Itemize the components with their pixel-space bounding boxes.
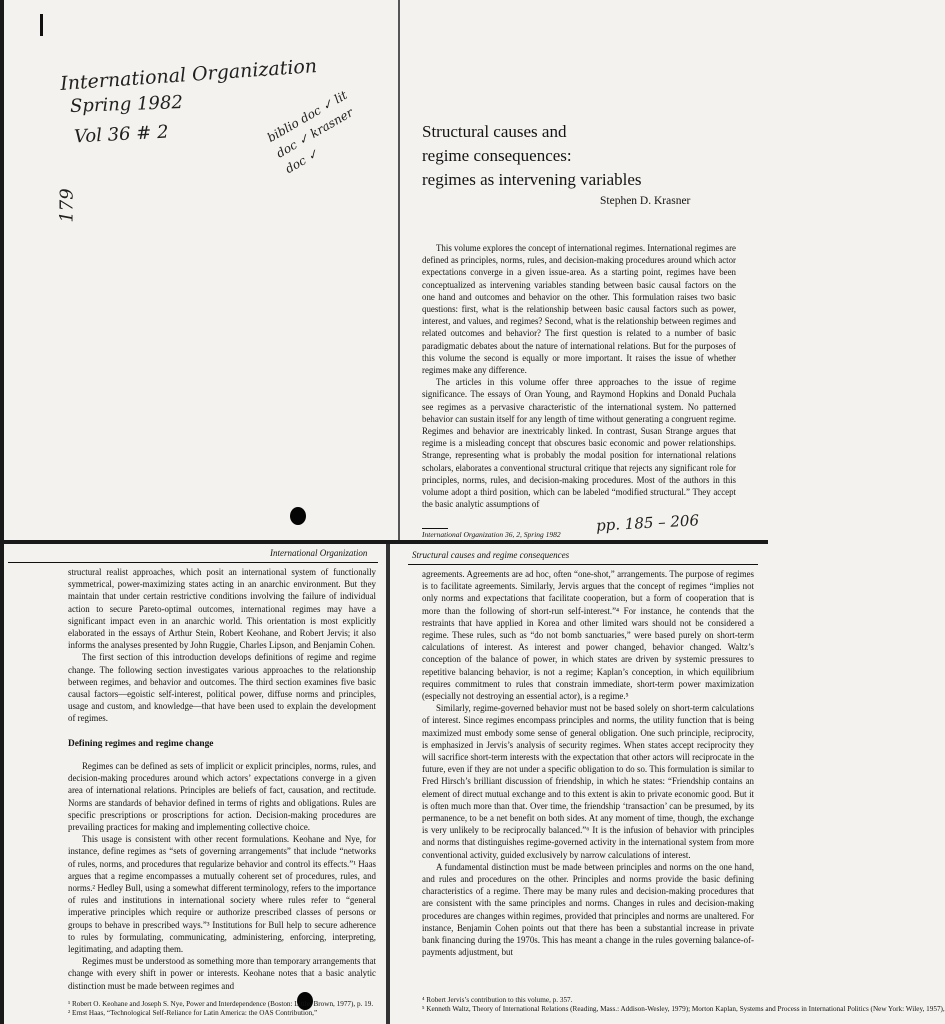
footer-rule <box>422 528 448 529</box>
corner-mark <box>40 14 43 36</box>
title-line: Structural causes and <box>422 122 567 141</box>
footnote: ⁵ Kenneth Waltz, Theory of International Relations (Reading, Mass.: Addison-Wesley, 1979); Morton Kaplan, Systems and Process in International Politics (New York: Wiley, 1957), <box>422 1005 945 1013</box>
scan-border-left <box>0 0 4 1024</box>
left-header-rule <box>8 562 378 563</box>
page-fold-line <box>398 0 400 540</box>
page-gutter-lower <box>386 544 390 1024</box>
section-heading: Defining regimes and regime change <box>68 739 214 749</box>
journal-footer: International Organization 36, 2, Spring 1982 <box>422 530 561 539</box>
author-name: Stephen D. Krasner <box>600 195 691 207</box>
title-line: regimes as intervening variables <box>422 170 642 189</box>
right-footnotes <box>422 996 945 1014</box>
handwritten-volume: Vol 36 # 2 <box>73 121 170 148</box>
punch-hole-left <box>290 507 306 525</box>
right-running-header: Structural causes and regime consequences <box>412 550 570 560</box>
footnote: ¹ Robert O. Keohane and Joseph S. Nye, Power and Interdependence (Boston: Little, Brown, 1977), p. 19. <box>68 1000 374 1008</box>
footnote: ² Ernst Haas, “Technological Self-Reliance for Latin America: the OAS Contribution,” <box>68 1009 318 1017</box>
intro-body <box>422 242 736 512</box>
right-header-rule <box>408 564 758 565</box>
paragraph: Similarly, regime-governed behavior must not be based solely on short-term calculations of interest. Since regimes encompass principles and norms, the utility function that is being maximized must embody some sense of general obligation. One such principle, reciprocity, is emphasized in Jervis’s analysis of security regimes. When states accept reciprocity they will sacrifice short-term interests with the expectation that other actors will reciprocate in the future, even if they are not under a specific obligation to do so. This formulation is similar to Fred Hirsch’s brilliant discussion of friendship, in which he states: “Friendship contains an element of direct mutual exchange and to this extent is akin to private economic good. But it is often much more than that. Over time, the friendship ‘transaction’ can be presumed, by its permanence, to be a net benefit on both sides. At any moment of time, though, the exchange is very unlikely to be reciprocally balanced.”⁶ It is the infusion of behavior with principles and norms that distinguishes regime-governed activity in the international system from more conventional activity, guided exclusively by narrow calculations of interest. <box>422 703 754 860</box>
left-body-top <box>68 566 376 726</box>
right-lower-body <box>422 568 754 988</box>
paragraph: agreements. Agreements are ad hoc, often “one-shot,” arrangements. The purpose of regimes is to facilitate agreements. Similarly, Jervis argues that the concept of regimes “implies not only norms and expectations that facilitate cooperation, but a form of cooperation that is more than the following of short-run self-interest.”⁴ For instance, he contends that the restraints that have applied in Korea and other limited wars should not be considered a regime. These rules, such as “do not bomb sanctuaries,” were based purely on short-term calculations of interest. As interest and power changed, behavior changed. Waltz’s conception of the balance of power, in which states are driven by systemic pressures to repetitive balancing behavior, is not a regime; Kaplan’s conception, in which equilibrium requires commitment to rules that constrain immediate, short-term power maximization (especially not destroying an essential actor), is a regime.⁵ <box>422 569 754 702</box>
handwritten-journal-name: International Organization <box>59 55 318 95</box>
footnote: ⁴ Robert Jervis’s contribution to this volume, p. 357. <box>422 996 573 1004</box>
paragraph: This volume explores the concept of international regimes. International regimes are defined as principles, norms, rules, and decision-making procedures around which actor expectations converge in a given issue-area. As a starting point, regimes have been conceptualized as intervening variables standing between basic causal factors on the one hand and outcomes and behavior on the other. This formulation raises two basic questions: first, what is the relationship between basic causal factors such as power, interest, and values, and regimes? Second, what is the relationship between regimes and related outcomes and behavior? The first question is related to a number of basic paradigmatic debates about the nature of international relations. But for the purposes of this volume the second is equally or more important. It raises the issue of whether regimes make any difference. <box>422 243 736 376</box>
left-body-bottom <box>68 760 376 996</box>
paragraph: A fundamental distinction must be made between principles and norms on the one hand, and rules and procedures on the other. Principles and norms provide the basic defining characteristics of a regime. There may be many rules and decision-making procedures that are consistent with the same principles and norms. Changes in rules and decision-making procedures are changes within regimes, provided that principles and norms are unaltered. For instance, Benjamin Cohen points out that there has been a substantial increase in private bank financing during the 1970s. This has meant a change in the rules governing balance-of-payments adjustment, but <box>422 861 754 958</box>
left-running-header: International Organization <box>270 548 368 558</box>
paragraph: structural realist approaches, which posit an international system of functionally symmetrical, power-maximizing states acting in an anarchic environment. But they maintain that under certain restrictive conditions involving the failure of individual action to secure Pareto-optimal outcomes, international regimes may have a significant impact even in an anarchic world. This orientation is most explicitly elaborated in the essays of Arthur Stein, Robert Keohane, and Robert Jervis; it also informs the analyses presented by John Ruggie, Charles Lipson, and Benjamin Cohen. <box>68 567 376 651</box>
paragraph: Regimes can be defined as sets of implicit or explicit principles, norms, rules, and decision-making procedures around which actors’ expectations converge in a given area of international relations. Principles are beliefs of fact, causation, and rectitude. Norms are standards of behavior defined in terms of rights and obligations. Rules are specific prescriptions or proscriptions for action. Decision-making procedures are prevailing practices for making and implementing collective choice. <box>68 761 376 833</box>
title-line: regime consequences: <box>422 146 572 165</box>
paragraph: The articles in this volume offer three approaches to the issue of regime significance. The essays of Oran Young, and Raymond Hopkins and Donald Puchala see regimes as a pervasive characteristic of the international system. No patterned behavior can sustain itself for any length of time without generating a congruent regime. Regimes and behavior are inextricably linked. In contrast, Susan Strange argues that regime is a misleading concept that obscures basic economic and power relationships. Strange, representing what is probably the modal position for international relations scholars, elaborates a conventional structural critique that rejects any significant role for principles, norms, rules, and decision-making procedures. Most of the authors in this volume adopt a third position, which can be labeled “modified structural.” They accept the basic analytic assumptions of <box>422 377 736 510</box>
handwritten-page-range: pp. 185 – 206 <box>595 511 700 535</box>
left-footnotes <box>68 1000 376 1018</box>
article-title <box>422 120 742 192</box>
handwritten-page-ref: 179 <box>56 188 78 223</box>
handwritten-issue: Spring 1982 <box>69 92 184 117</box>
paragraph: Regimes must be understood as something more than temporary arrangements that change with every shift in power or interests. Keohane notes that a basic analytic distinction must be made between regimes and <box>68 956 376 991</box>
scan-divider-horizontal <box>0 540 768 544</box>
paragraph: This usage is consistent with other recent formulations. Keohane and Nye, for instance, define regimes as “sets of governing arrangements” that include “networks of rules, norms, and procedures that regularize behavior and control its effects.”¹ Haas argues that a regime encompasses a mutually coherent set of procedures, rules, and norms.² Hedley Bull, using a somewhat different terminology, refers to the importance of rules and institutions in international society where rules refer to “general imperative principles which require or authorize prescribed classes of persons or groups to behave in prescribed ways.”³ Institutions for Bull help to secure adherence to rules by formulating, communicating, administering, enforcing, interpreting, legitimating, and adapting them. <box>68 834 376 955</box>
paragraph: The first section of this introduction develops definitions of regime and regime change. The following section investigates various approaches to the relationship between regimes, and behavior and outcomes. The third section examines five basic causal factors—egoistic self-interest, political power, diffuse norms and principles, usage and custom, and knowledge—that have been used to explain the development of regimes. <box>68 652 376 724</box>
handwritten-doc-note: biblio doc ✓ lit doc ✓ krasner doc ✓ <box>264 87 356 177</box>
